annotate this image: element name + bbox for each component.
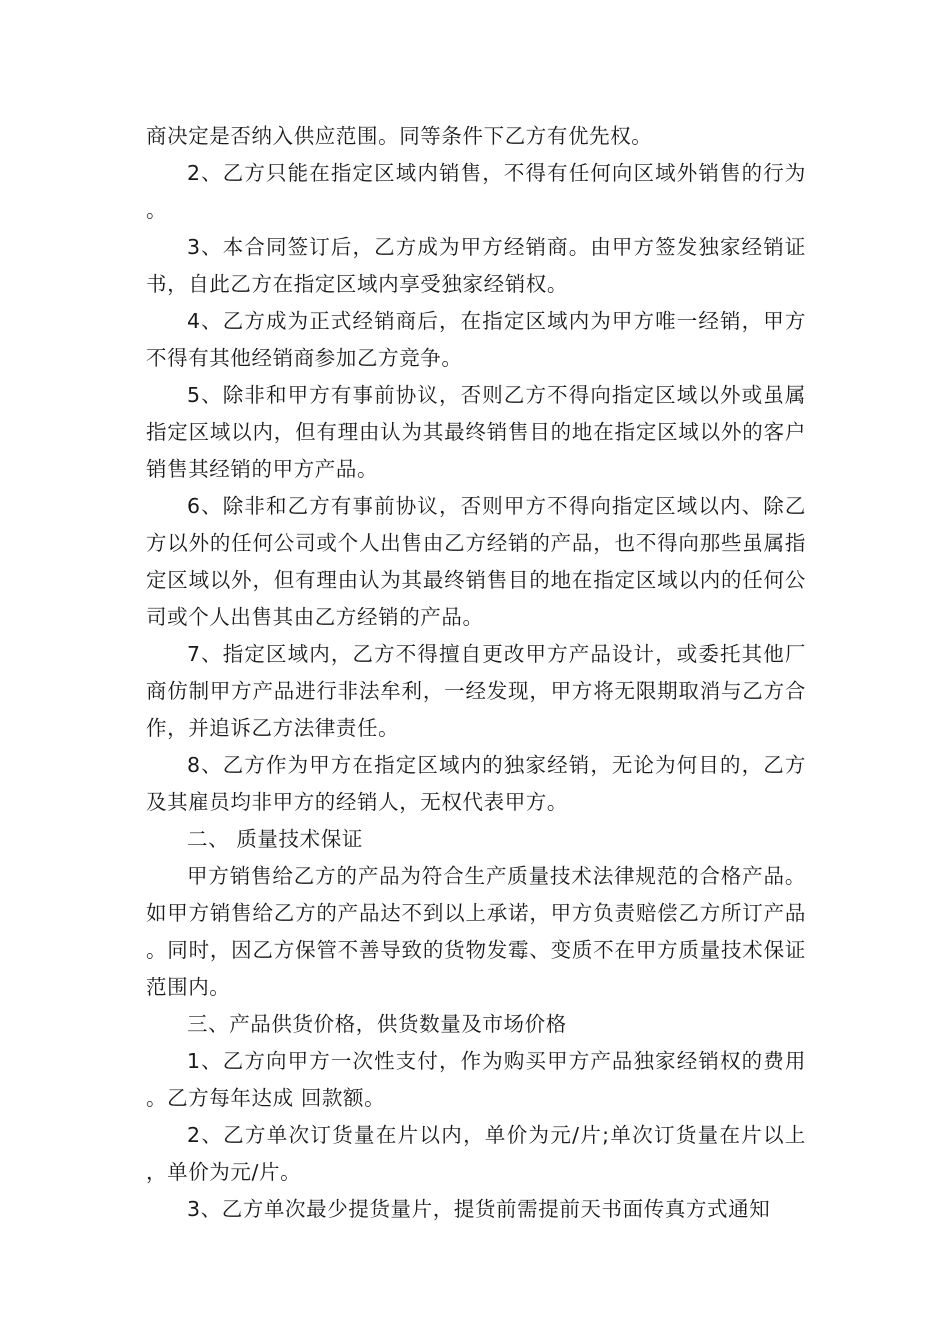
section-heading-pricing: 三、产品供货价格，供货数量及市场价格 (187, 1012, 567, 1036)
section-heading-quality: 二、 质量技术保证 (187, 827, 363, 851)
clause-5-party-b-restriction: 5、除非和甲方有事前协议，否则乙方不得向指定区域以外或虽属指定区域以内，但有理由认为其最终销售目的地在指定区域以外的客户销售其经销的甲方产品。 (146, 383, 806, 481)
clause-6-party-a-restriction: 6、除非和乙方有事前协议，否则甲方不得向指定区域以内、除乙方以外的任何公司或个人出售由乙方经销的产品，也不得向那些虽属指定区域以外，但有理由认为其最终销售目的地在指定区域以内的任何公司或个人出售其由乙方经销的产品。 (146, 494, 806, 629)
clause-7-no-modification: 7、指定区域内，乙方不得擅自更改甲方产品设计，或委托其他厂商仿制甲方产品进行非法牟利，一经发现，甲方将无限期取消与乙方合作，并追诉乙方法律责任。 (146, 642, 806, 740)
clause-3-exclusive-certificate: 3、本合同签订后，乙方成为甲方经销商。由甲方签发独家经销证书，自此乙方在指定区域内享受独家经销权。 (146, 235, 806, 296)
pricing-clause-3: 3、乙方单次最少提货量片，提货前需提前天书面传真方式通知 (187, 1197, 771, 1221)
paragraph-supply-scope: 商决定是否纳入供应范围。同等条件下乙方有优先权。 (146, 124, 653, 148)
clause-2-sales-area: 2、乙方只能在指定区域内销售，不得有任何向区域外销售的行为。 (146, 161, 806, 222)
pricing-clause-1: 1、乙方向甲方一次性支付，作为购买甲方产品独家经销权的费用。乙方每年达成 回款额。 (146, 1049, 806, 1110)
quality-guarantee-text: 甲方销售给乙方的产品为符合生产质量技术法律规范的合格产品。如甲方销售给乙方的产品达不到以上承诺，甲方负责赔偿乙方所订产品。同时，因乙方保管不善导致的货物发霉、变质不在甲方质量技术保证范围内。 (146, 864, 806, 999)
clause-4-sole-distributor: 4、乙方成为正式经销商后，在指定区域内为甲方唯一经销，甲方不得有其他经销商参加乙方竞争。 (146, 309, 806, 370)
pricing-clause-2: 2、乙方单次订货量在片以内，单价为元/片;单次订货量在片以上，单价为元/片。 (146, 1123, 806, 1184)
clause-8-no-agency: 8、乙方作为甲方在指定区域内的独家经销，无论为何目的，乙方及其雇员均非甲方的经销人，无权代表甲方。 (146, 753, 806, 814)
document-body (146, 118, 806, 1228)
